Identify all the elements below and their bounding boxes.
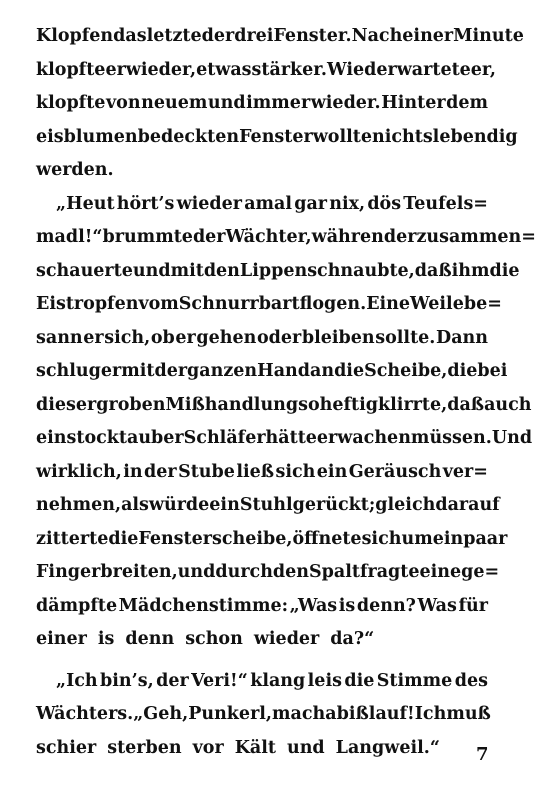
text-word: in (123, 461, 143, 482)
text-word: brummte (102, 227, 193, 247)
text-line (36, 698, 491, 732)
text-line (36, 221, 536, 255)
text-word: daß (447, 394, 485, 415)
text-word: muß (446, 704, 491, 724)
text-word: zusammen= (416, 227, 536, 247)
text-line (36, 732, 488, 766)
text-word: Wächters. (36, 704, 134, 724)
text-word: dem (446, 93, 488, 113)
text-line (36, 355, 508, 389)
text-word: mit (121, 361, 155, 381)
text-word: ge= (461, 562, 500, 582)
text-line (36, 389, 532, 423)
text-word: ein (316, 461, 348, 482)
text-word: der (156, 670, 189, 691)
text-word: dämpfte (36, 595, 118, 616)
text-word: gar (294, 193, 328, 214)
text-word: einer (36, 629, 87, 649)
text-word: einer (402, 26, 454, 46)
text-word: mit (170, 260, 204, 281)
text-word: die (489, 260, 520, 281)
text-word: Fenster. (273, 26, 352, 46)
text-word: eine (419, 562, 462, 582)
text-line (36, 54, 496, 88)
text-word: Scheibe, (364, 361, 448, 381)
text-word: an (310, 361, 335, 381)
text-word: Spalt (309, 562, 360, 582)
text-word: Stuhl (239, 495, 293, 515)
text-word: Wieder (327, 59, 397, 80)
text-word: er (83, 327, 104, 348)
text-word: is (338, 595, 356, 616)
text-word: nix, (329, 193, 366, 214)
text-word: ihm (451, 260, 490, 281)
text-word: klopfte (36, 93, 106, 113)
text-word: etwas (196, 59, 252, 80)
text-word: darauf (435, 495, 500, 515)
text-word: gerückt; (292, 495, 376, 515)
text-word: schlug (36, 361, 101, 381)
text-word: sollte. (375, 327, 436, 348)
text-word: zitterte (36, 528, 109, 549)
text-word: er (396, 227, 417, 247)
text-word: Was (417, 595, 457, 616)
text-word: Mißhandlung (165, 394, 299, 415)
text-word: Teufels= (403, 193, 488, 214)
text-word: Fensterscheibe, (138, 528, 293, 549)
text-word: Stube (178, 461, 235, 482)
text-line (36, 422, 533, 456)
text-word: vom (138, 294, 179, 314)
text-word: den (203, 260, 240, 281)
text-word: mach (272, 704, 326, 724)
text-word: a (325, 704, 337, 724)
text-word: immer (246, 93, 311, 113)
text-word: als (121, 495, 149, 515)
text-word: wieder (176, 193, 243, 214)
text-line (36, 20, 524, 54)
text-word: bißl (336, 704, 376, 724)
text-word: Ich (414, 704, 447, 724)
text-line (36, 121, 518, 155)
text-word: ein (36, 428, 67, 448)
text-word: ver= (442, 461, 488, 482)
text-word: gehen (196, 327, 257, 348)
text-word: öffnete (292, 528, 362, 549)
text-word: klopfte (36, 59, 106, 80)
text-word: er (105, 59, 126, 80)
text-word: ein (209, 495, 240, 515)
text-word: die (344, 670, 375, 691)
text-word: Weile (410, 294, 464, 314)
text-line (36, 665, 488, 699)
text-word: wartete (396, 59, 471, 80)
book-page-text (36, 20, 536, 765)
text-word: „Geh, (133, 704, 189, 724)
text-word: oder (256, 327, 302, 348)
text-word: ganzen (187, 361, 258, 381)
text-word: Schläfer (183, 428, 266, 448)
text-word: sterben (107, 737, 182, 758)
page-number: 7 (476, 744, 489, 765)
text-line (36, 590, 488, 624)
text-word: gleich (375, 495, 436, 515)
text-word: die (334, 361, 365, 381)
text-word: letzte (146, 26, 202, 46)
text-word: schauerte (36, 260, 133, 281)
text-line (36, 623, 488, 657)
text-line (36, 456, 488, 490)
text-word: bei (477, 361, 508, 381)
text-word: sich (275, 461, 316, 482)
text-word: müssen. (410, 428, 492, 448)
text-word: Kält (234, 737, 276, 758)
text-word: Wächter, (225, 227, 312, 247)
text-word: den (272, 562, 310, 582)
text-word: „Ich (56, 670, 98, 691)
text-word: neuem (141, 93, 208, 113)
text-word: würde (148, 495, 210, 515)
text-word: schier (36, 737, 97, 758)
text-word: „Was (289, 595, 338, 616)
text-word: fragte (359, 562, 420, 582)
text-word: nehmen, (36, 495, 122, 515)
text-word: die (447, 361, 478, 381)
text-word: eisblumenbedeckten (36, 126, 240, 147)
text-word: die (108, 528, 139, 549)
text-word: erwachen (316, 428, 411, 448)
text-word: groben (96, 394, 166, 415)
text-word: dieser (36, 394, 97, 415)
text-word: und (286, 737, 325, 758)
text-word: Nach (351, 26, 403, 46)
text-word: Lippen (239, 260, 308, 281)
text-word: vor (192, 737, 224, 758)
text-word: madl!“ (36, 227, 103, 247)
text-word: flogen. (299, 294, 367, 314)
text-word: Geräusch (348, 461, 442, 482)
text-word: nichts (371, 126, 433, 147)
text-word: wieder, (125, 59, 197, 80)
text-word: hätte (265, 428, 317, 448)
text-word: bin’s, (100, 670, 154, 691)
text-word: Schnurrbart (178, 294, 300, 314)
text-word: um (401, 528, 433, 549)
text-word: Und (491, 428, 533, 448)
text-word: drei (234, 26, 274, 46)
text-word: hört’s (116, 193, 175, 214)
text-word: Veri!“ (191, 670, 248, 691)
text-word: daß (414, 260, 452, 281)
text-word: dös (367, 193, 402, 214)
text-word: da?“ (330, 629, 375, 649)
text-line (36, 154, 488, 188)
text-word: Eine (366, 294, 411, 314)
text-word: auch (484, 394, 532, 415)
text-word: ließ (236, 461, 275, 482)
text-word: der (154, 361, 188, 381)
text-word: Fenster (239, 126, 313, 147)
text-line (36, 288, 502, 322)
text-word: werden. (36, 160, 114, 180)
text-word: Fingerbreiten, (36, 562, 178, 582)
text-word: stärker. (251, 59, 328, 80)
text-word: is (97, 629, 115, 649)
text-line (36, 523, 508, 557)
text-word: ob (150, 327, 175, 348)
text-line (36, 489, 500, 523)
text-word: der (201, 26, 235, 46)
text-word: sich (361, 528, 402, 549)
text-word: denn? (356, 595, 416, 616)
text-word: und (177, 562, 216, 582)
text-word: heftig (319, 394, 379, 415)
text-word: Punkerl, (188, 704, 273, 724)
text-word: wieder (253, 629, 320, 649)
text-word: schon (185, 629, 243, 649)
text-line (36, 556, 500, 590)
text-word: „Heut (56, 193, 115, 214)
text-word: Hand (257, 361, 310, 381)
text-word: sich, (104, 327, 151, 348)
text-word: klirrte, (378, 394, 448, 415)
text-word: Stimme (376, 670, 453, 691)
text-word: klang (250, 670, 306, 691)
text-word: Langweil.“ (335, 737, 440, 758)
text-word: auf! (375, 704, 415, 724)
text-word: Mädchenstimme: (118, 595, 289, 616)
text-line (36, 188, 488, 222)
text-word: der (144, 461, 177, 482)
text-word: Minute (453, 26, 524, 46)
text-word: während (311, 227, 397, 247)
text-word: Dann (436, 327, 488, 348)
text-word: Klopfen (36, 26, 114, 46)
text-word: sann (36, 327, 83, 348)
text-word: er (175, 327, 196, 348)
text-word: leis (307, 670, 342, 691)
text-word: und (132, 260, 171, 281)
text-line (36, 87, 488, 121)
text-word: Eistropfen (36, 294, 139, 314)
text-word: wieder. (310, 93, 381, 113)
text-word: er (100, 361, 122, 381)
text-word: lebendig (432, 126, 518, 147)
text-word: schnaubte, (307, 260, 415, 281)
text-word: be= (463, 294, 502, 314)
text-line (36, 255, 520, 289)
text-word: amal (244, 193, 293, 214)
text-word: so (298, 394, 320, 415)
text-word: der (192, 227, 226, 247)
text-word: stocktauber (66, 428, 184, 448)
text-word: von (105, 93, 141, 113)
text-word: Hinter (381, 93, 446, 113)
text-word: für (458, 595, 488, 616)
paragraph-gap (36, 657, 488, 665)
text-word: und (207, 93, 246, 113)
text-word: er, (470, 59, 496, 80)
text-word: paar (463, 528, 508, 549)
text-word: des (454, 670, 488, 691)
text-word: ein (432, 528, 464, 549)
text-word: durch (215, 562, 273, 582)
text-word: wirklich, (36, 461, 122, 482)
text-line (36, 322, 488, 356)
text-word: denn (125, 629, 175, 649)
text-word: bleiben (301, 327, 375, 348)
text-word: wollte (312, 126, 372, 147)
text-word: das (113, 26, 147, 46)
